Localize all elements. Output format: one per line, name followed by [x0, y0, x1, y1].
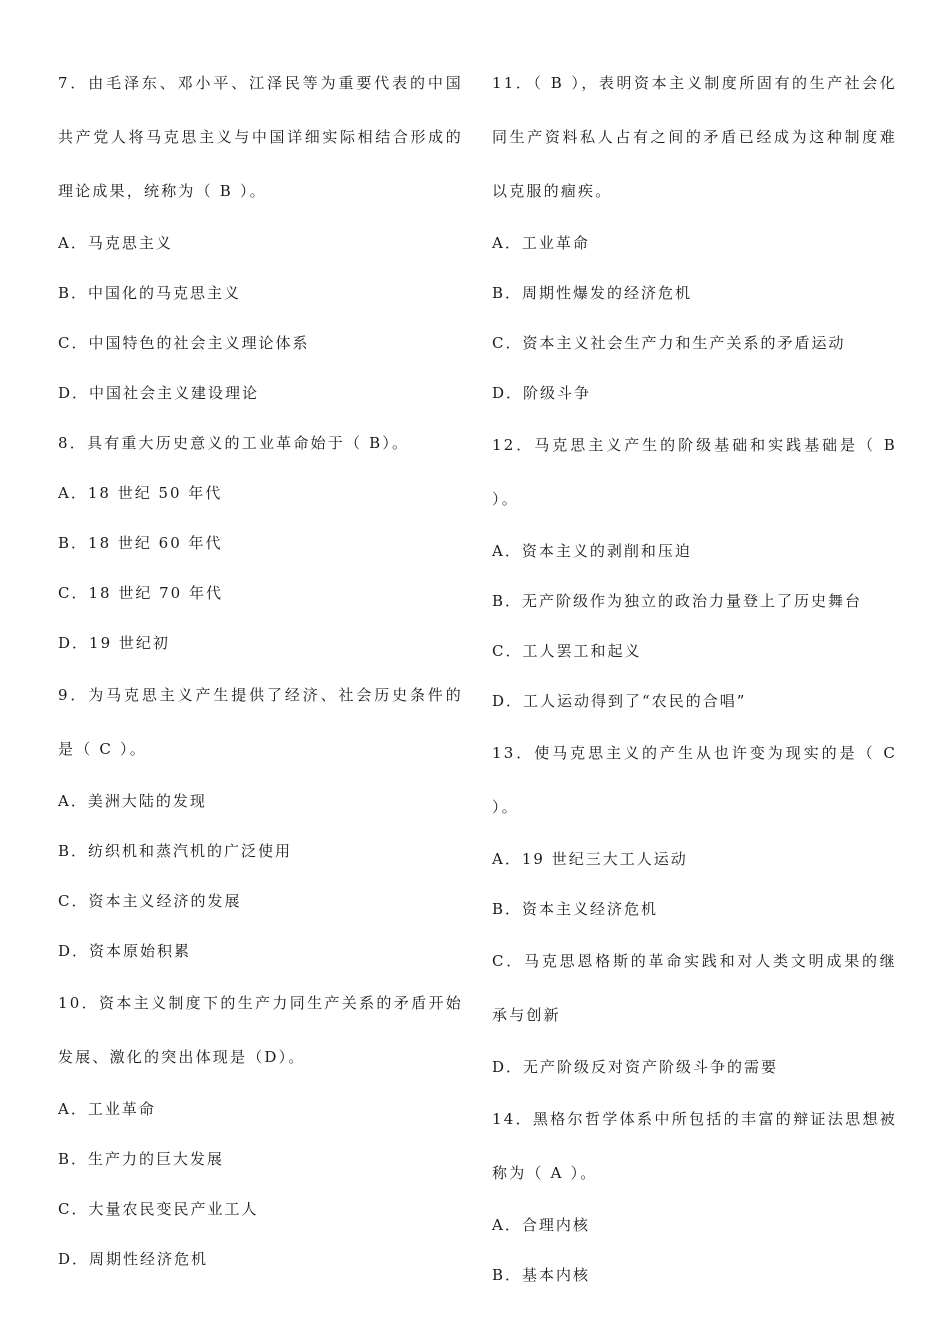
option-c: C．资本主义社会生产力和生产关系的矛盾运动	[492, 334, 846, 352]
option-c: C．马克思恩格斯的革命实践和对人类文明成果的继承与创新	[492, 952, 897, 1024]
question-9	[58, 668, 463, 976]
option-b: B．周期性爆发的经济危机	[492, 284, 693, 302]
option-a: A．美洲大陆的发现	[58, 792, 207, 810]
question-stem: 10．资本主义制度下的生产力同生产关系的矛盾开始发展、激化的突出体现是（D）。	[58, 994, 463, 1066]
question-stem: 8．具有重大历史意义的工业革命始于（ B）。	[58, 434, 410, 452]
question-8	[58, 418, 463, 668]
option-a: A．工业革命	[492, 234, 590, 252]
option-d: D．周期性经济危机	[58, 1250, 209, 1268]
question-11	[492, 56, 897, 418]
option-a: A．资本主义的剥削和压迫	[492, 542, 692, 560]
option-b: B．基本内核	[492, 1266, 591, 1284]
option-a: A．马克思主义	[58, 234, 173, 252]
question-10	[58, 976, 463, 1284]
option-d: D．19 世纪初	[58, 634, 170, 652]
option-a: A．合理内核	[492, 1216, 590, 1234]
option-c: C．中国特色的社会主义理论体系	[58, 334, 310, 352]
option-c: C．资本主义经济的发展	[58, 892, 242, 910]
option-d: D．阶级斗争	[492, 384, 592, 402]
option-d: D．中国社会主义建设理论	[58, 384, 260, 402]
question-stem: 9．为马克思主义产生提供了经济、社会历史条件的是（ C ）。	[58, 686, 463, 758]
option-a: A．工业革命	[58, 1100, 156, 1118]
question-stem: 11．（ B ），表明资本主义制度所固有的生产社会化同生产资料私人占有之间的矛盾已经成为这种制度难以克服的痼疾。	[492, 74, 897, 200]
option-b: B．18 世纪 60 年代	[58, 534, 223, 552]
question-stem: 13．使马克思主义的产生从也许变为现实的是（ C ）。	[492, 744, 897, 816]
question-stem: 7．由毛泽东、邓小平、江泽民等为重要代表的中国共产党人将马克思主义与中国详细实际相结合形成的理论成果，统称为（ B ）。	[58, 74, 463, 200]
option-a: A．18 世纪 50 年代	[58, 484, 223, 502]
option-c: C．18 世纪 70 年代	[58, 584, 223, 602]
right-column	[492, 56, 897, 1300]
question-12	[492, 418, 897, 726]
option-c: C．大量农民变民产业工人	[58, 1200, 259, 1218]
option-b: B．纺织机和蒸汽机的广泛使用	[58, 842, 293, 860]
option-b: B．中国化的马克思主义	[58, 284, 242, 302]
option-d: D．无产阶级反对资产阶级斗争的需要	[492, 1058, 779, 1076]
option-b: B．无产阶级作为独立的政治力量登上了历史舞台	[492, 592, 863, 610]
question-7	[58, 56, 463, 418]
option-a: A．19 世纪三大工人运动	[492, 850, 688, 868]
option-c: C．工人罢工和起义	[492, 642, 642, 660]
left-column	[58, 56, 463, 1284]
option-d: D．工人运动得到了“农民的合唱”	[492, 692, 747, 710]
question-13	[492, 726, 897, 1092]
option-b: B．生产力的巨大发展	[58, 1150, 225, 1168]
option-d: D．资本原始积累	[58, 942, 192, 960]
question-stem: 12．马克思主义产生的阶级基础和实践基础是（ B ）。	[492, 436, 897, 508]
question-stem: 14．黑格尔哲学体系中所包括的丰富的辩证法思想被称为（ A ）。	[492, 1110, 897, 1182]
option-b: B．资本主义经济危机	[492, 900, 659, 918]
question-14	[492, 1092, 897, 1300]
